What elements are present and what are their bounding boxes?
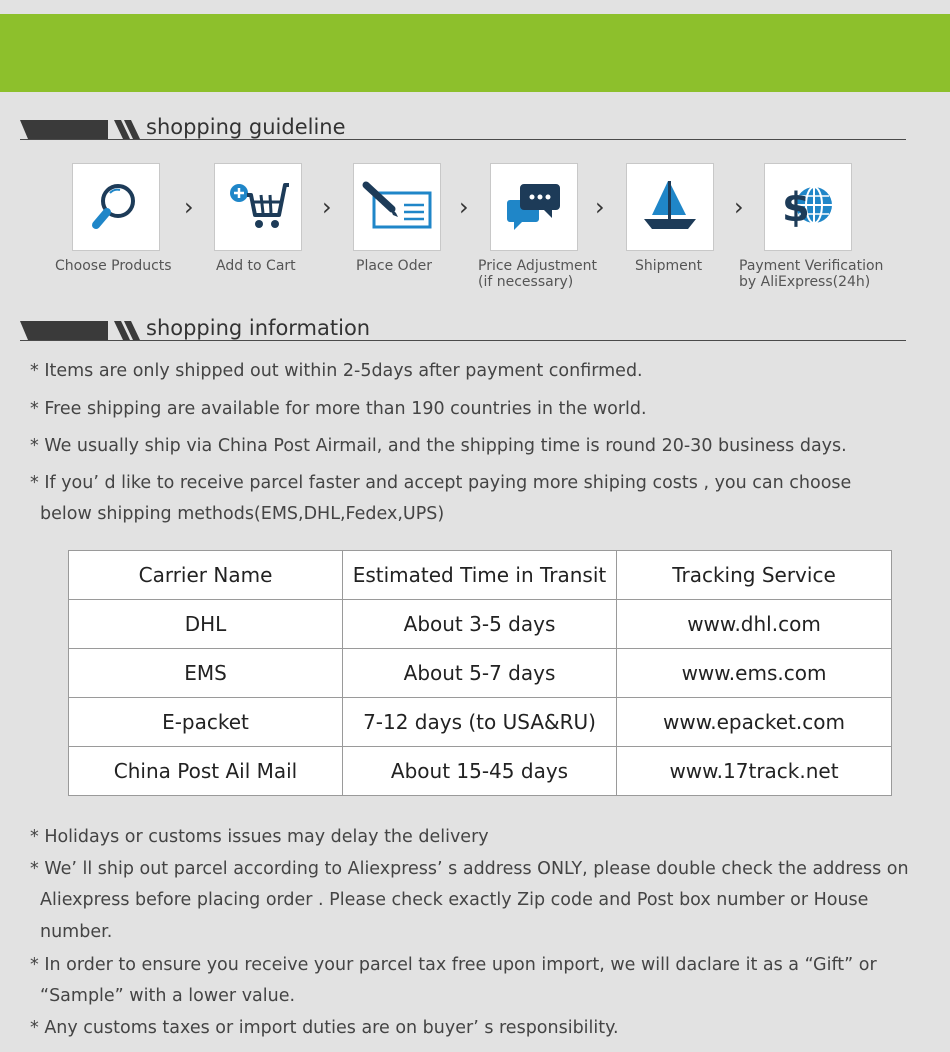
table-row (69, 698, 892, 747)
section-header-information (20, 316, 906, 341)
chat-bubbles-icon (506, 182, 562, 232)
step-label-shipment: Shipment (635, 258, 703, 274)
section-title-guideline: shopping guideline (146, 115, 346, 139)
transit-time-cell: About 5-7 days (343, 649, 617, 698)
step-label-choose-products: Choose Products (55, 258, 172, 274)
info-line: * We usually ship via China Post Airmail, and the shipping time is round 20-30 business days. (30, 436, 847, 456)
info-line: * Items are only shipped out within 2-5days after payment confirmed. (30, 361, 643, 381)
step-sublabel-price-adjustment: (if necessary) (478, 274, 574, 290)
table-header-cell: Tracking Service (617, 551, 892, 600)
step-label-price-adjustment: Price Adjustment (478, 258, 597, 274)
note-line: * Any customs taxes or import duties are on buyer’ s responsibility. (30, 1018, 619, 1038)
step-arrow-icon: › (459, 193, 469, 221)
step-price-adjustment (490, 163, 578, 251)
check-pen-icon (362, 181, 432, 233)
table-row (69, 600, 892, 649)
info-line: * If you’ d like to receive parcel faster and accept paying more shiping costs , you can choose (30, 473, 852, 493)
step-place-order (353, 163, 441, 251)
transit-time-cell: About 15-45 days (343, 747, 617, 796)
note-line-continued: number. (40, 922, 113, 942)
step-choose-products (72, 163, 160, 251)
carrier-name-cell: E-packet (69, 698, 343, 747)
magnifier-icon (88, 179, 144, 235)
step-sublabel-payment-verification: by AliExpress(24h) (739, 274, 871, 290)
step-label-payment-verification: Payment Verification (739, 258, 884, 274)
note-line-continued: Aliexpress before placing order . Please check exactly Zip code and Post box number or House (40, 890, 869, 910)
note-line: * We’ ll ship out parcel according to Aliexpress’ s address ONLY, please double check the address on (30, 859, 909, 879)
table-header-cell: Carrier Name (69, 551, 343, 600)
tracking-service-cell: www.epacket.com (617, 698, 892, 747)
section-header-guideline (20, 115, 906, 140)
dollar-globe-icon (780, 179, 836, 235)
step-label-add-to-cart: Add to Cart (216, 258, 296, 274)
step-payment-verification (764, 163, 852, 251)
step-add-to-cart (214, 163, 302, 251)
carrier-name-cell: China Post Ail Mail (69, 747, 343, 796)
section-title-information: shopping information (146, 316, 371, 340)
tracking-service-cell: www.ems.com (617, 649, 892, 698)
section-bar-icon (20, 115, 140, 139)
step-arrow-icon: › (184, 193, 194, 221)
table-row (69, 649, 892, 698)
step-shipment (626, 163, 714, 251)
note-line: * In order to ensure you receive your parcel tax free upon import, we will daclare it as a “Gift” or (30, 955, 877, 975)
tracking-service-cell: www.dhl.com (617, 600, 892, 649)
table-header-row (69, 551, 892, 600)
carrier-name-cell: DHL (69, 600, 343, 649)
transit-time-cell: 7-12 days (to USA&RU) (343, 698, 617, 747)
transit-time-cell: About 3-5 days (343, 600, 617, 649)
svg-text:$: $ (782, 185, 810, 231)
step-label-place-order: Place Oder (356, 258, 432, 274)
cart-icon (227, 181, 289, 233)
sailboat-icon (640, 179, 700, 235)
section-bar-icon (20, 316, 140, 340)
info-line: * Free shipping are available for more than 190 countries in the world. (30, 399, 647, 419)
note-line: * Holidays or customs issues may delay the delivery (30, 827, 489, 847)
header-band (0, 14, 950, 92)
tracking-service-cell: www.17track.net (617, 747, 892, 796)
table-row (69, 747, 892, 796)
step-arrow-icon: › (322, 193, 332, 221)
step-arrow-icon: › (595, 193, 605, 221)
note-line-continued: “Sample” with a lower value. (40, 986, 296, 1006)
step-arrow-icon: › (734, 193, 744, 221)
carrier-name-cell: EMS (69, 649, 343, 698)
shipping-methods-table (68, 550, 892, 796)
info-line-continued: below shipping methods(EMS,DHL,Fedex,UPS) (40, 504, 445, 524)
table-header-cell: Estimated Time in Transit (343, 551, 617, 600)
